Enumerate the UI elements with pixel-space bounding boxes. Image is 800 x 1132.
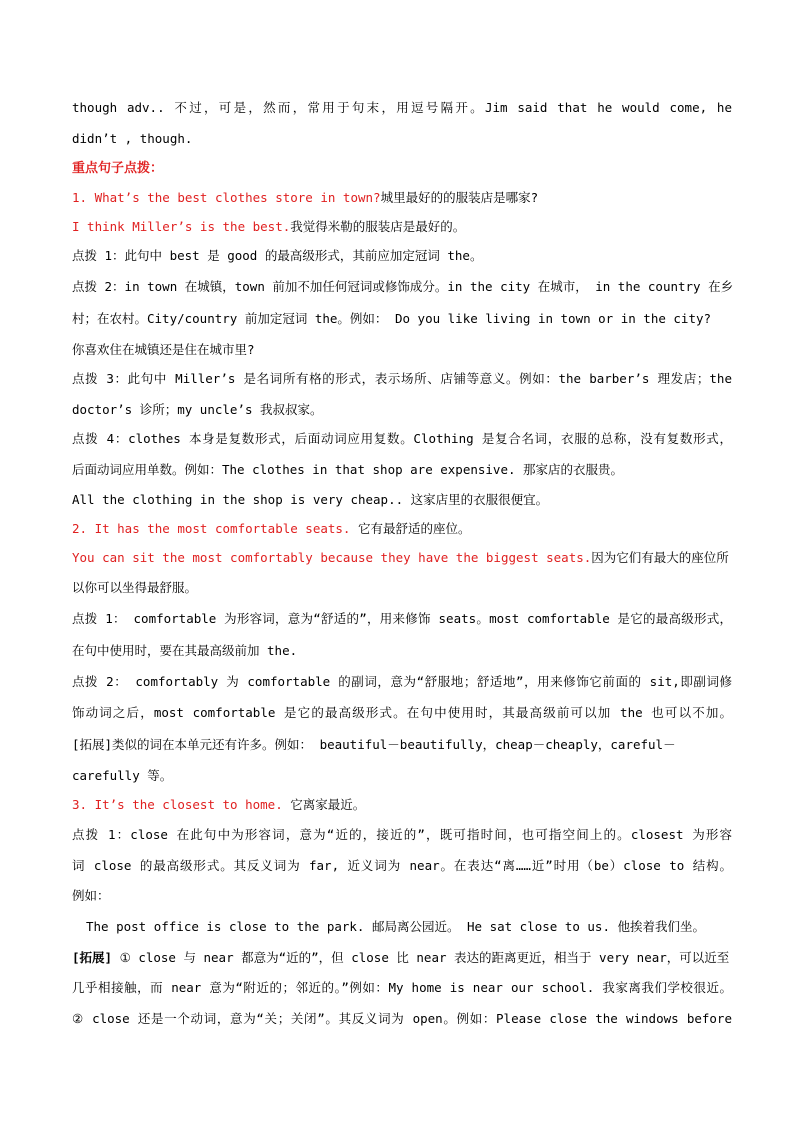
text-line <box>72 521 732 537</box>
section-heading: 重点句子点拨： <box>72 161 164 176</box>
text-line: doctor’s 诊所；my uncle’s 我叔叔家。 <box>72 402 323 417</box>
text-line: 点拨 1： comfortable 为形容词，意为“舒适的”，用来修饰 seats。most comfortable 是它的最高级形式， <box>72 611 732 626</box>
sentence-zh: 我觉得米勒的服装店是最好的。 <box>290 219 466 234</box>
text-line: 在句中使用时，要在其最高级前加 the. <box>72 643 298 658</box>
text-line: The post office is close to the park. 邮局离公园近。 He sat close to us. 他挨着我们坐。 <box>86 919 706 934</box>
text-line: 饰动词之后，most comfortable 是它的最高级形式。在句中使用时，其最高级前可以加 the 也可以不加。 <box>72 705 732 720</box>
text-line: ② close 还是一个动词，意为“关；关闭”。其反义词为 open。例如：Please close the windows before <box>72 1011 732 1026</box>
text-line: 点拨 3：此句中 Miller’s 是名词所有格的形式，表示场所、店铺等意义。例如：the barber’s 理发店；the <box>72 371 732 386</box>
sentence-zh: 城里最好的的服装店是哪家? <box>380 190 539 205</box>
text-line <box>72 550 732 566</box>
text-line: 点拨 1：此句中 best 是 good 的最高级形式，其前应加定冠词 the。 <box>72 248 483 263</box>
text-line: 词 close 的最高级形式。其反义词为 far, 近义词为 near。在表达“离……近”时用（be）close to 结构。 <box>72 858 732 873</box>
text-line <box>72 797 732 813</box>
sentence-zh: 它有最舒适的座位。 <box>357 521 471 536</box>
sentence-en: 3. It’s the closest to home. <box>72 797 283 812</box>
text-line: 点拨 1：close 在此句中为形容词，意为“近的，接近的”，既可指时间，也可指空间上的。closest 为形容 <box>72 827 732 842</box>
sentence-en: I think Miller’s is the best. <box>72 219 291 234</box>
text-line: 例如： <box>72 888 110 903</box>
text-line: didn’t , though. <box>72 131 193 146</box>
sentence-en: You can sit the most comfortably because they have the biggest seats. <box>72 550 592 565</box>
text-line <box>72 190 732 206</box>
text-line: though adv.. 不过，可是，然而，常用于句末，用逗号隔开。Jim said that he would come, he <box>72 100 732 115</box>
sentence-zh: 因为它们有最大的座位所 <box>591 550 729 565</box>
extension-label: [拓展] <box>72 950 113 965</box>
text-line: 点拨 2：in town 在城镇，town 前加不加任何冠词或修饰成分。in the city 在城市， in the country 在乡 <box>72 279 734 294</box>
sentence-en: 2. It has the most comfortable seats. <box>72 521 351 536</box>
text-line <box>72 950 732 966</box>
sentence-zh: 它离家最近。 <box>290 797 366 812</box>
text-line: All the clothing in the shop is very cheap.. 这家店里的衣服很便宜。 <box>72 492 549 507</box>
text-line: 后面动词应用单数。例如：The clothes in that shop are expensive. 那家店的衣服贵。 <box>72 462 624 477</box>
text-line: 以你可以坐得最舒服。 <box>72 580 198 595</box>
text-line: 村；在农村。City/country 前加定冠词 the。例如： Do you like living in town or in the city? <box>72 311 712 326</box>
text-line <box>72 219 732 235</box>
text-line: 点拨 2： comfortably 为 comfortable 的副词，意为“舒服地；舒适地”，用来修饰它前面的 sit,即副词修 <box>72 674 732 689</box>
text-line: 几乎相接触，而 near 意为“附近的；邻近的。”例如：My home is near our school. 我家离我们学校很近。 <box>72 980 732 995</box>
text-line: 你喜欢住在城镇还是住在城市里? <box>72 342 255 357</box>
text-line: 点拨 4：clothes 本身是复数形式，后面动词应用复数。Clothing 是复合名词，衣服的总称，没有复数形式， <box>72 431 732 446</box>
text-line: [拓展]类似的词在本单元还有许多。例如： beautiful－beautifully，cheap－cheaply，careful－ <box>72 737 676 752</box>
text-span: ① close 与 near 都意为“近的”，但 close 比 near 表达的距离更近，相当于 very near，可以近至 <box>119 950 730 965</box>
sentence-en: 1. What’s the best clothes store in town? <box>72 190 381 205</box>
text-line: carefully 等。 <box>72 768 173 783</box>
